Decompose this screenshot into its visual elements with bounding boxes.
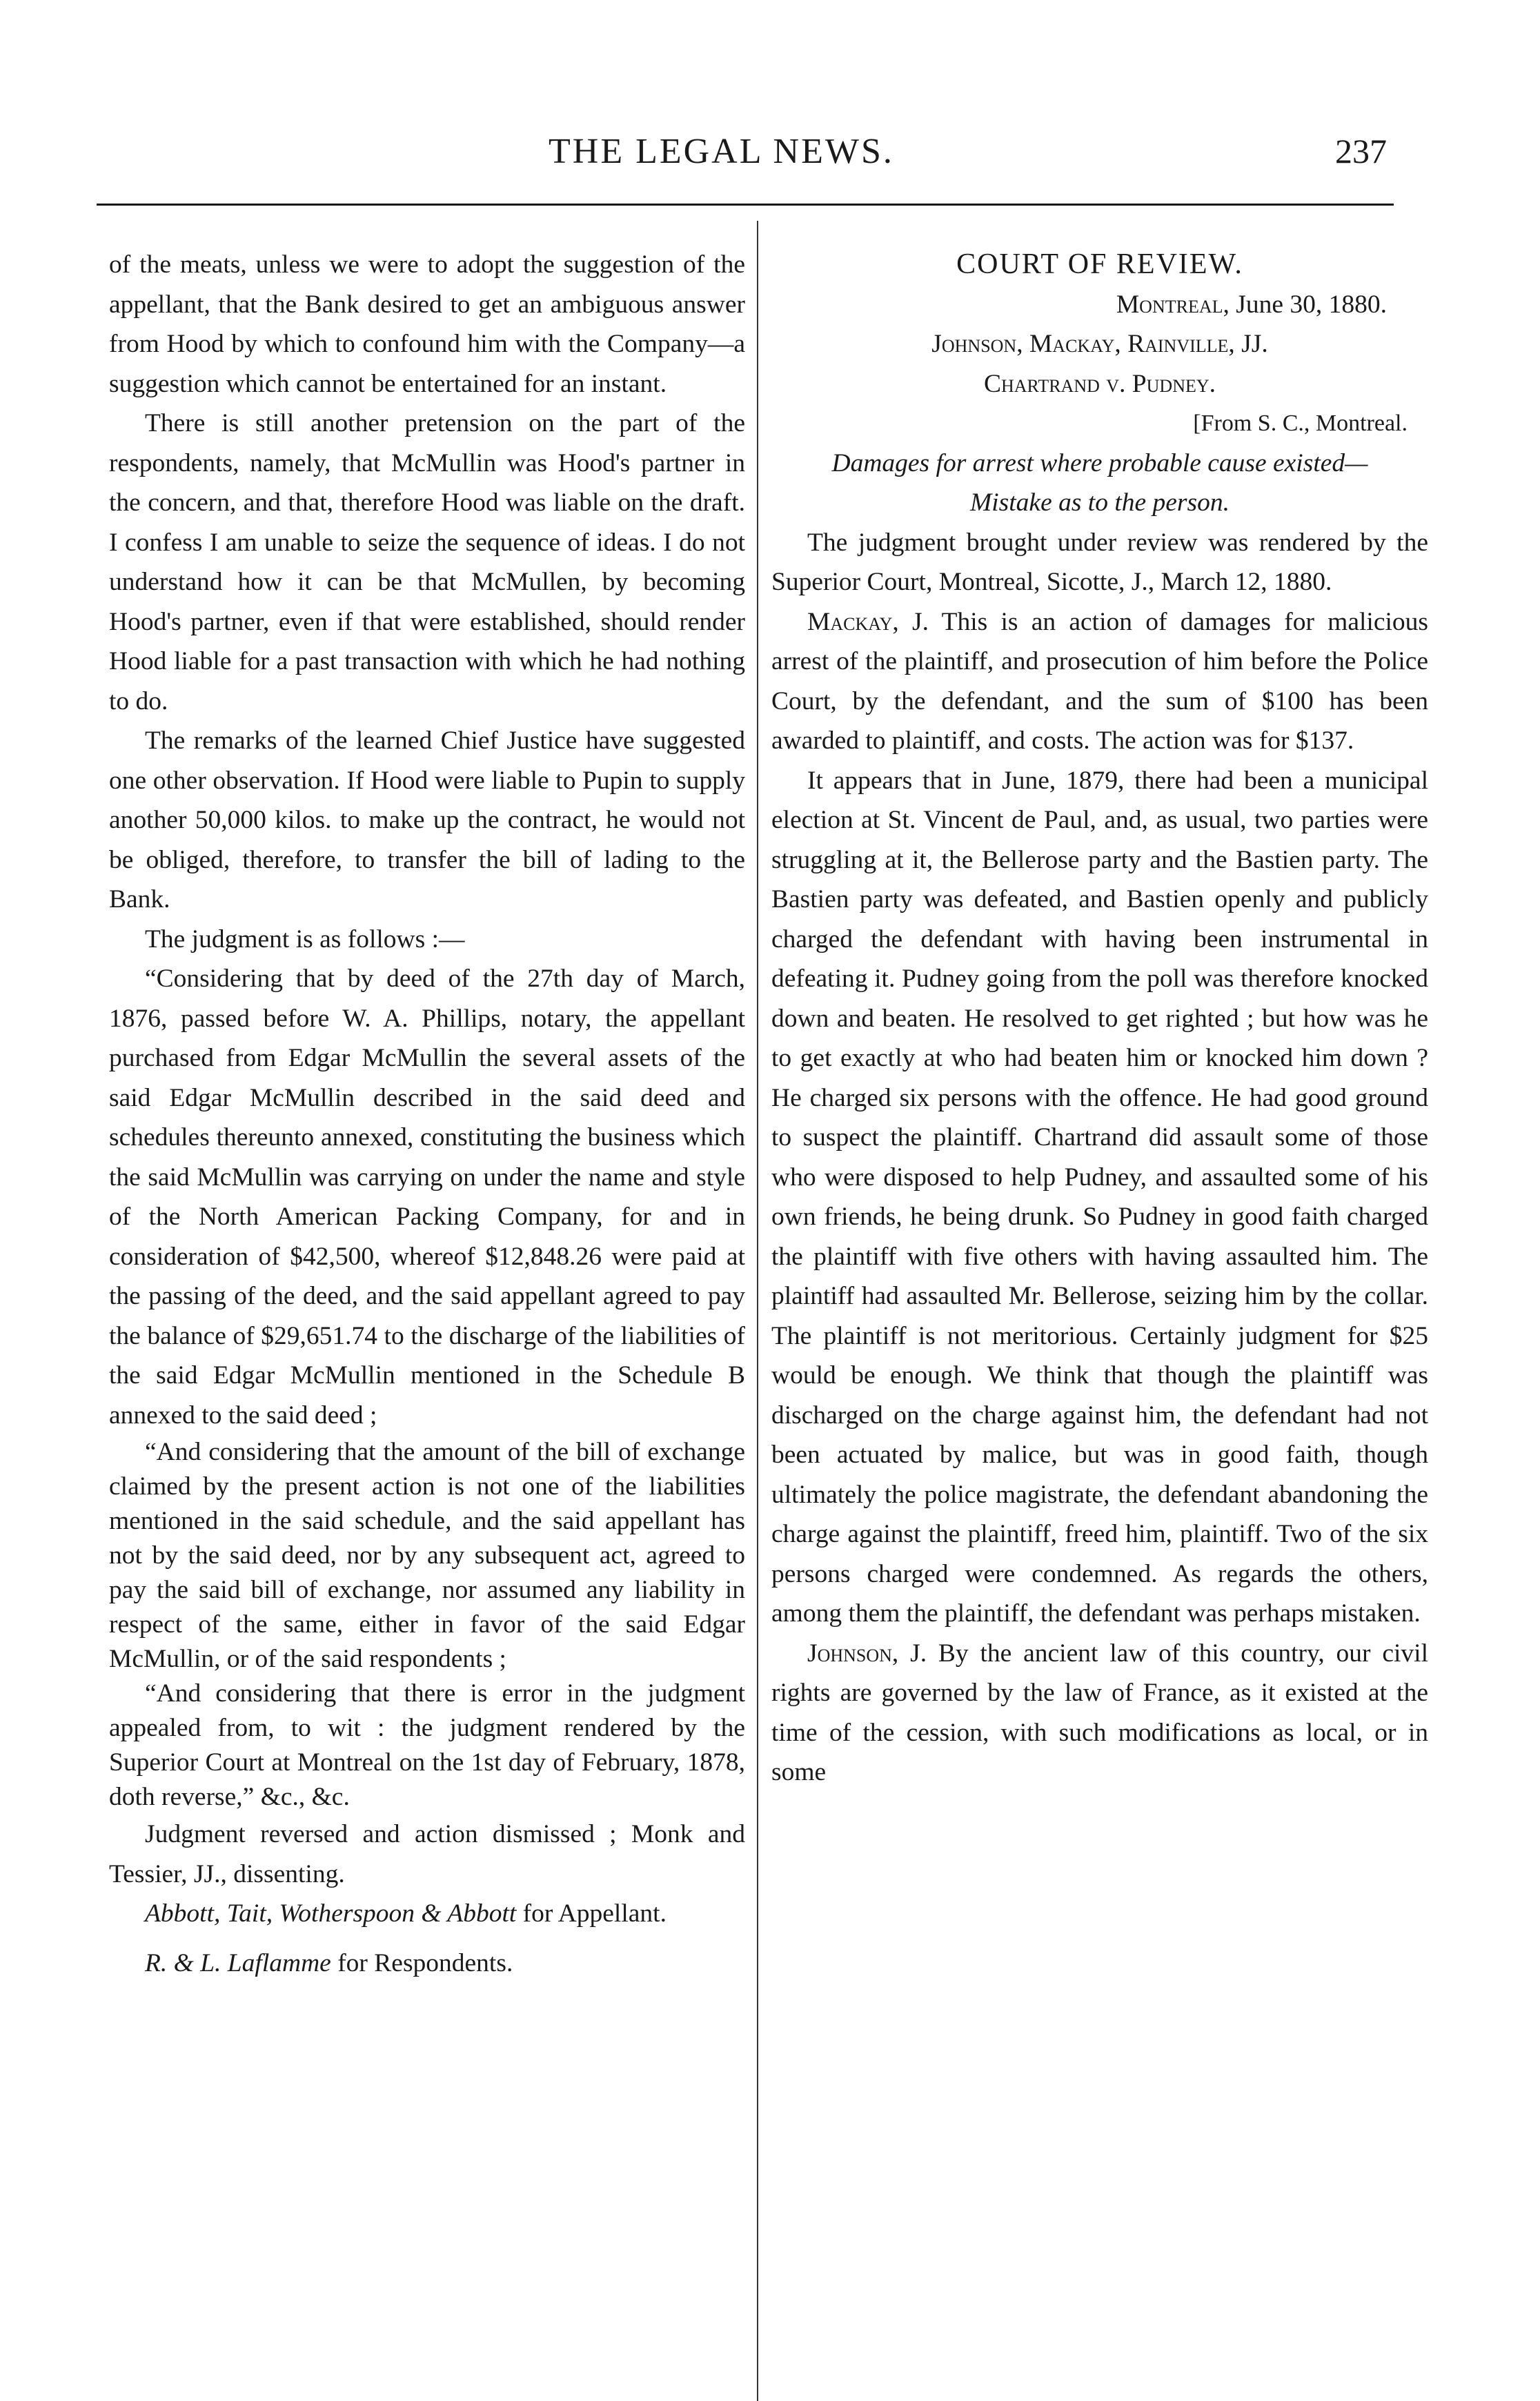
counsel-appellant-role: for Appellant. <box>516 1899 667 1928</box>
judges-names: Johnson, Mackay, Rainville, <box>931 330 1235 358</box>
left-paragraph-4: The judgment is as follows :— <box>145 925 465 954</box>
page-header <box>0 131 1540 193</box>
right-paragraph-4 <box>771 1634 1428 1792</box>
right-paragraph-3: It appears that in June, 1879, there had been a municipal election at St. Vincent de Paul, and, as usual, two parties were struggling at it, the Bellerose party and the Bastien party. The Bastien party was defeated, and Bastien openly and publicly charged the defendant with having been instrumental in defeating it. Pudney going from the poll was therefore knocked down and beaten. He resolved to get righted ; but how was he to get exactly at who had beaten him or knocked him down ? He charged six persons with the offence. He had good ground to suspect the plaintiff. Chartrand did assault some of those who were disposed to help Pudney, and assaulted some of his own friends, he being drunk. So Pudney in good faith charged the plaintiff with five others with having assaulted him. The plaintiff had assaulted Mr. Bellerose, seizing him by the collar. The plaintiff is not meritorious. Certainly judgment for $25 would be enough. We think that though the plaintiff was discharged on the charge against him, the defendant had not been actuated by malice, but was in good faith, though ultimately the police magistrate, the defendant abandoning the charge against the plaintiff, freed him, plaintiff. Two of the six persons charged were condemned. As regards the others, among them the plaintiff, the defendant was perhaps mistaken. <box>771 766 1428 1628</box>
date: June 30, 1880. <box>1229 290 1387 319</box>
counsel-respondent <box>109 1944 745 1984</box>
left-paragraph-8: Judgment reversed and action dismissed ; Monk and Tessier, JJ., dissenting. <box>109 1820 745 1888</box>
page-number: 237 <box>1335 132 1387 170</box>
judges-line <box>771 324 1428 364</box>
place: Montreal, <box>1116 290 1230 319</box>
judges-suffix: JJ. <box>1234 330 1268 358</box>
case-source: [From S. C., Montreal. <box>1193 411 1408 436</box>
headnote: Damages for arrest where probable cause existed—Mistake as to the person. <box>831 448 1368 517</box>
court-heading: COURT OF REVIEW. <box>956 248 1243 280</box>
right-paragraph-1: The judgment brought under review was rendered by the Superior Court, Montreal, Sicotte, J., March 12, 1880. <box>771 528 1428 596</box>
judge-name-mackay: Mackay, <box>807 607 899 636</box>
right-column <box>771 245 1428 1792</box>
right-paragraph-2-text: J. This is an action of damages for malicious arrest of the plaintiff, and prosecution of him before the Police Court, by the defendant, and the sum of $100 has been awarded to plaintiff, and costs. The action was for $137. <box>771 607 1428 755</box>
place-date-line <box>771 285 1428 325</box>
right-paragraph-2 <box>771 602 1428 761</box>
header-rule <box>97 204 1394 206</box>
left-paragraph-2: There is still another pretension on the part of the respondents, namely, that McMullin was Hood's partner in the concern, and that, therefore Hood was liable on the draft. I confess I am unable to seize the sequence of ideas. I do not understand how it can be that McMullen, by becoming Hood's partner, even if that were established, should render Hood liable for a past transaction with which he had nothing to do. <box>109 409 745 715</box>
counsel-respondent-role: for Respondents. <box>330 1948 513 1977</box>
case-title: Chartrand v. Pudney. <box>983 369 1216 398</box>
counsel-respondent-names: R. & L. Laflamme <box>145 1948 331 1977</box>
column-divider <box>757 221 758 2401</box>
left-column <box>109 245 745 1983</box>
left-paragraph-6: “And considering that the amount of the bill of exchange claimed by the present action is not one of the liabilities mentioned in the said schedule, and the said appellant has not by the said deed, nor by any subsequent act, agreed to pay the said bill of exchange, nor assumed any liability in respect of the same, either in favor of the said Edgar McMullin, or of the said respondents ; <box>109 1438 745 1673</box>
counsel-appellant <box>109 1894 745 1934</box>
journal-title: THE LEGAL NEWS. <box>549 132 894 171</box>
left-paragraph-7: “And considering that there is error in the judgment appealed from, to wit : the judgment rendered by the Superior Court at Montreal on the 1st day of February, 1878, doth reverse,” &c., &c. <box>109 1679 745 1811</box>
counsel-appellant-names: Abbott, Tait, Wotherspoon & Abbott <box>145 1899 517 1928</box>
judge-name-johnson: Johnson, <box>807 1639 899 1668</box>
left-paragraph-1: of the meats, unless we were to adopt the suggestion of the appellant, that the Bank desired to get an ambiguous answer from Hood by which to confound him with the Company—a suggestion which cannot be entertained for an instant. <box>109 250 745 398</box>
left-paragraph-3: The remarks of the learned Chief Justice have suggested one other observation. If Hood were liable to Pupin to supply another 50,000 kilos. to make up the contract, he would not be obliged, therefore, to transfer the bill of lading to the Bank. <box>109 727 745 913</box>
left-paragraph-5: “Considering that by deed of the 27th day of March, 1876, passed before W. A. Phillips, notary, the appellant purchased from Edgar McMullin the several assets of the said Edgar McMullin described in the said deed and schedules thereunto annexed, constituting the business which the said McMullin was carrying on under the name and style of the North American Packing Company, for and in consideration of $42,500, whereof $12,848.26 were paid at the passing of the deed, and the said appellant agreed to pay the balance of $29,651.74 to the discharge of the liabilities of the said Edgar McMullin mentioned in the Schedule B annexed to the said deed ; <box>109 965 745 1430</box>
right-paragraph-4-text: J. By the ancient law of this country, our civil rights are governed by the law of France, as it existed at the time of the cession, with such modifications as local, or in some <box>771 1639 1428 1786</box>
